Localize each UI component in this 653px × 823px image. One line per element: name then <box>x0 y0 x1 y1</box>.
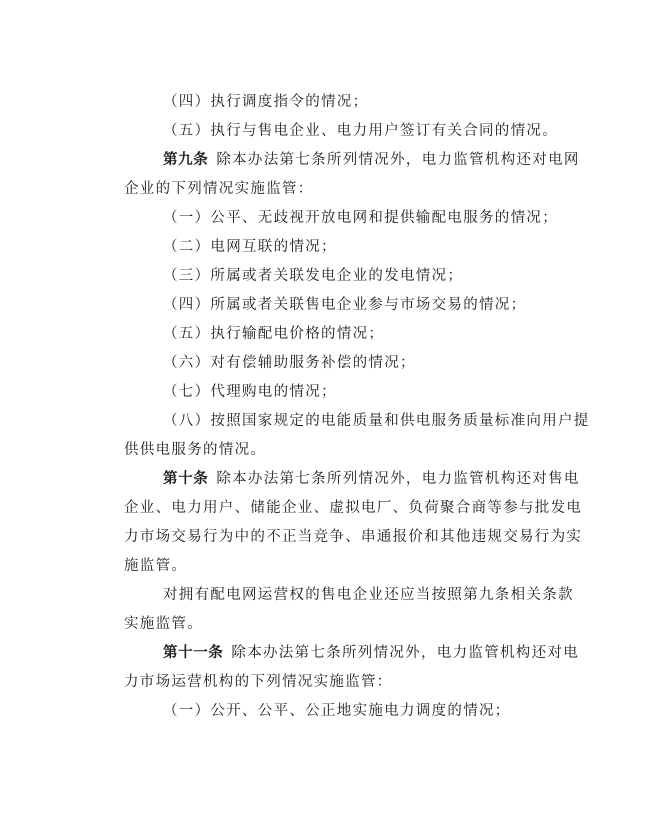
text-line: （四）所属或者关联售电企业参与市场交易的情况； <box>163 297 527 313</box>
article-heading-line: 第十条 除本办法第七条所列情况外，电力监管机构还对售电 <box>163 471 580 487</box>
text-line: （五）执行输配电价格的情况； <box>163 326 385 342</box>
text-line: （七）代理购电的情况； <box>163 384 337 400</box>
article-heading-line: 第十一条 除本办法第七条所列情况外，电力监管机构还对电 <box>163 645 580 661</box>
text-line: （一）公开、公平、公正地实施电力调度的情况； <box>163 703 511 719</box>
text-line: 力市场运营机构的下列情况实施监管： <box>124 674 393 690</box>
text-line: 施监管。 <box>124 558 188 574</box>
text-line: 供供电服务的情况。 <box>124 442 267 458</box>
text-line: （八）按照国家规定的电能质量和供电服务质量标准向用户提 <box>163 413 590 429</box>
text-line: （三）所属或者关联发电企业的发电情况； <box>163 268 464 284</box>
text-line: （四）执行调度指令的情况； <box>163 94 369 110</box>
text-line: 企业的下列情况实施监管： <box>124 181 314 197</box>
article-number: 第九条 <box>163 152 209 168</box>
text-line: （六）对有偿辅助服务补偿的情况； <box>163 355 416 371</box>
text-line: （五）执行与售电企业、电力用户签订有关合同的情况。 <box>163 123 558 139</box>
text-line: （二）电网互联的情况； <box>163 239 337 255</box>
text-line: 对拥有配电网运营权的售电企业还应当按照第九条相关条款 <box>163 587 574 603</box>
article-number: 第十条 <box>163 471 209 487</box>
text-line: 力市场交易行为中的不正当竞争、串通报价和其他违规交易行为实 <box>124 529 583 545</box>
text-line: （一）公平、无歧视开放电网和提供输配电服务的情况； <box>163 210 558 226</box>
text-line: 企业、电力用户、储能企业、虚拟电厂、负荷聚合商等参与批发电 <box>124 500 583 516</box>
text-line: 实施监管。 <box>124 616 203 632</box>
article-heading-line: 第九条 除本办法第七条所列情况外，电力监管机构还对电网 <box>163 152 580 168</box>
article-number: 第十一条 <box>163 645 224 661</box>
